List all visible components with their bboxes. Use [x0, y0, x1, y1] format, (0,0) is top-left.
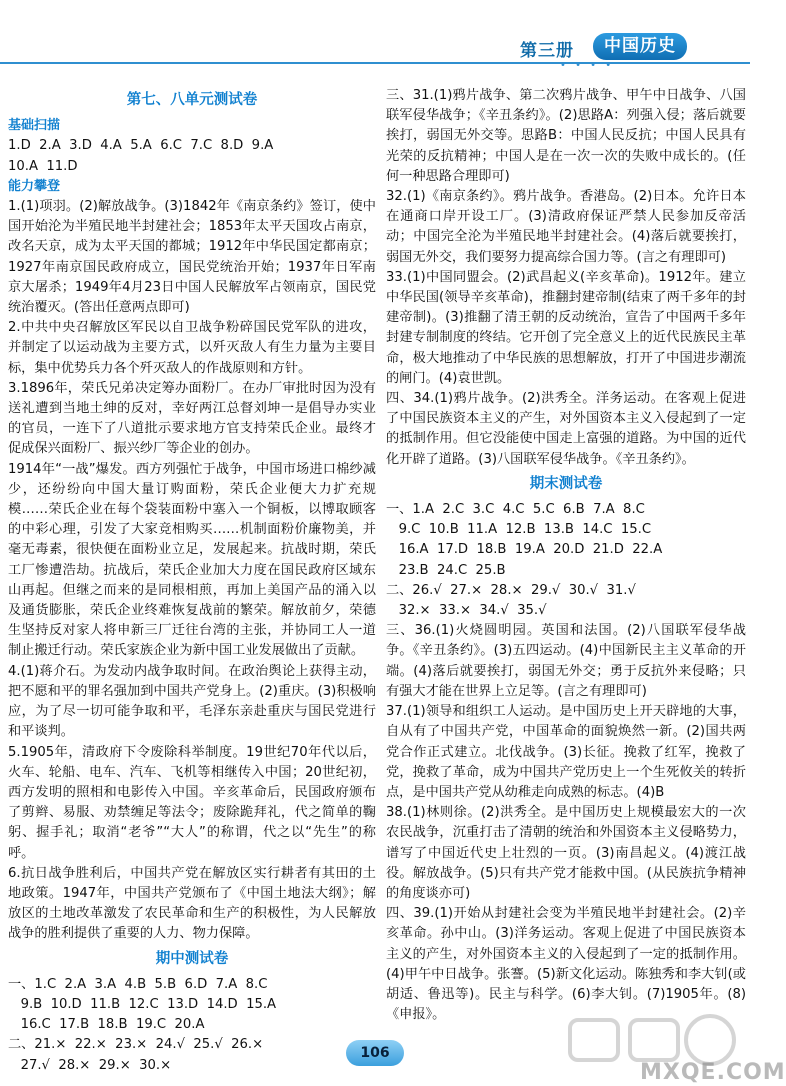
- answer-5: 5.1905年，清政府下令废除科举制度。19世纪70年代以后，火车、轮船、电车、汽车、飞机等相继传入中国；20世纪初，西方发明的照相和电影传入中国。辛亥革命后，民国政府颁布了剪辫、易服、劝禁缠足等法令；废除跪拜礼，代之简单的鞠躬、握手礼；取消“老爷”“大人”的称谓，代之以“先生”的称呼。: [8, 744, 376, 861]
- right-column: [386, 86, 746, 1025]
- midterm-answer-line: 一、1.C 2.A 3.A 4.B 5.B 6.D 7.A 8.C: [8, 976, 268, 992]
- answer-32: 32.(1)《南京条约》。鸦片战争。香港岛。(2)日本。允许日本在通商口岸开设工厂。(3)清政府保证严禁人民参加反帝活动；中国完全沦为半殖民地半封建社会。(4)落后就要挨打，弱国无外交，我们要努力提高综合国力等。(言之有理即可): [386, 189, 746, 265]
- final-answer-line: 16.A 17.D 18.B 19.A 20.D 21.D 22.A: [386, 542, 663, 558]
- midterm-answer-line: 16.C 17.B 18.B 19.C 20.A: [8, 1017, 205, 1033]
- midterm-answer-line: 9.B 10.D 11.B 12.C 13.D 14.D 15.A: [8, 996, 277, 1012]
- answer-38: 38.(1)林则徐。(2)洪秀全。是中国历史上规模最宏大的一次农民战争，沉重打击了清朝的统治和外国资本主义侵略势力，谱写了中国近代史上壮烈的一页。(3)南昌起义。(4)渡江战役。解放战争。(5)只有共产党才能救中国。(从民族抗争精神的角度谈亦可): [386, 805, 746, 901]
- answer-6: 6.抗日战争胜利后，中国共产党在解放区实行耕者有其田的土地政策。1947年，中国共产党颁布了《中国土地法大纲》；解放区的土地改革激发了农民革命和生产的积极性，为人民解放战争的胜利提供了重要的人力、物力保障。: [8, 865, 376, 942]
- midterm-answer-line: 27.√ 28.× 29.× 30.×: [8, 1057, 172, 1073]
- answer-1: 1.(1)项羽。(2)解放战争。(3)1842年《南京条约》签订，使中国开始沦为半殖民地半封建社会；1853年太平天国攻占南京，改名天京，成为太平天国的都城；1912年中华民国定都南京；1927年南京国民政府成立，国民党统治开始；1937年日军南京大屠杀；1949年4月23日中国人民解放军占领南京，国民党统治覆灭。(答出任意两点即可): [8, 199, 376, 316]
- answer-2: 2.中共中央召解放区军民以自卫战争粉碎国民党军队的进攻，并制定了以运动战为主要方式，以歼灭敌人有生力量为主要目标，集中优势兵力各个歼灭敌人的作战原则和方针。: [8, 320, 376, 376]
- answer-3a: 3.1896年，荣氏兄弟决定筹办面粉厂。在办厂审批时因为没有送礼遭到当地土绅的反对，幸好两江总督刘坤一是倡导办实业的官员，一连下了八道批示要求地方官支持荣氏企业。最终才促成保兴面粉厂、振兴纱厂等企业的创办。: [8, 380, 376, 457]
- final-exam-title: 期末测试卷: [529, 475, 603, 492]
- basic-answer-line: 10.A 11.D: [8, 158, 78, 174]
- midterm-answer-line: 二、21.× 22.× 23.× 24.√ 25.√ 26.×: [8, 1037, 264, 1053]
- ability-label: 能力攀登: [8, 178, 61, 194]
- basic-answer-line: 1.D 2.A 3.D 4.A 5.A 6.C 7.C 8.D 9.A: [8, 138, 274, 154]
- volume-label: 第三册: [520, 41, 574, 61]
- answer-3b: 1914年“一战”爆发。西方列强忙于战争，中国市场进口棉纱减少，还纷纷向中国大量订购面粉，荣氏企业便大力扩充规模……荣氏企业在每个袋装面粉中塞入一个铜板，以博取顾客的中彩心理，引发了大家竞相购买……机制面粉价廉物美，并毫无毒素，很快便在面粉业立足，发展起来。抗战时期，荣氏工厂惨遭浩劫。抗战后，荣氏企业加大力度在国民政府区域东山再起。但继之而来的是同根相煎，再加上美国产品的涌入以及通货膨胀，荣氏企业终难恢复战前的繁荣。解放前夕，荣德生坚持反对家人将申新三厂迁往台湾的主张，并协同工人一道制止搬迁行动。荣氏家族企业为新中国工业发展做出了贡献。: [8, 461, 376, 659]
- header-dots: • • • •: [560, 60, 615, 71]
- answer-36: 三、36.(1)火烧圆明园。英国和法国。(2)八国联军侵华战争。《辛丑条约》。(3)五四运动。(4)中国新民主主义革命的开端。(4)落后就要挨打，弱国无外交；勇于反抗外来侵略；只有强大才能在世界上立足等。(言之有理即可): [386, 623, 746, 699]
- page-header: [0, 0, 750, 72]
- basic-scan-label: 基础扫描: [8, 118, 61, 134]
- final-answer-line: 23.B 24.C 25.B: [386, 562, 506, 578]
- answer-37: 37.(1)领导和组织工人运动。是中国历史上开天辟地的大事，自从有了中国共产党，中国革命的面貌焕然一新。(2)国共两党合作正式建立。北伐战争。(3)长征。挽救了红军，挽救了党，挽救了革命，成为中国共产党历史上一个生死攸关的转折点，是中国共产党从幼稚走向成熟的标志。(4)B: [386, 704, 746, 800]
- answer-33: 33.(1)中国同盟会。(2)武昌起义(辛亥革命)。1912年。建立中华民国(领导辛亥革命)，推翻封建帝制(结束了两千多年的封建帝制)。(3)推翻了清王朝的反动统治，宣告了中国两千多年封建专制制度的终结。它开创了完全意义上的近代民族民主革命，极大地推动了中华民族的思想解放，打开了中国进步潮流的闸门。(4)袁世凯。: [386, 269, 746, 386]
- answer-39: 四、39.(1)开始从封建社会变为半殖民地半封建社会。(2)辛亥革命。孙中山。(3)洋务运动。客观上促进了中国民族资本主义的产生，对外国资本主义的入侵起到了一定的抵制作用。(4)甲午中日战争。张謇。(5)新文化运动。陈独秀和李大钊(或胡适、鲁迅等)。民主与科学。(6)李大钊。(7)1905年。(8)《申报》。: [386, 906, 746, 1023]
- final-answer-line: 一、1.A 2.C 3.C 4.C 5.C 6.B 7.A 8.C: [386, 502, 645, 518]
- unit-test-title: 第七、八单元测试卷: [126, 92, 258, 108]
- answer-31: 三、31.(1)鸦片战争、第二次鸦片战争、甲午中日战争、八国联军侵华战争；《辛丑条约》。(2)思路A：列强入侵；落后就要挨打，弱国无外交等。思路B：中国人民反抗；中国人民具有光荣的反抗精神；中国人是在一次一次的失败中成长的。(任何一种思路合理即可): [386, 88, 746, 184]
- midterm-title: 期中测试卷: [155, 950, 229, 967]
- watermark-text: MXQE.COM: [640, 1060, 786, 1085]
- answer-34: 四、34.(1)鸦片战争。(2)洪秀全。洋务运动。在客观上促进了中国民族资本主义的产生，对外国资本主义入侵起到了一定的抵制作用。但它没能使中国走上富强的道路。为中国的近代化开辟了道路。(3)八国联军侵华战争。《辛丑条约》。: [386, 391, 746, 467]
- final-answer-line: 9.C 10.B 11.A 12.B 13.B 14.C 15.C: [386, 522, 652, 538]
- subject-badge: 中国历史: [593, 33, 687, 60]
- final-answer-line: 32.× 33.× 34.√ 35.√: [386, 603, 547, 619]
- header-rule: [0, 62, 750, 64]
- left-column: [8, 86, 376, 1076]
- page-number: 106: [346, 1040, 404, 1066]
- final-answer-line: 二、26.√ 27.× 28.× 29.√ 30.√ 31.√: [386, 582, 636, 598]
- answer-4: 4.(1)蒋介石。为发动内战争取时间。在政治舆论上获得主动，把不愿和平的罪名强加到中国共产党身上。(2)重庆。(3)积极响应，为了尽一切可能争取和平，毛泽东亲赴重庆与国民党进行和平谈判。: [8, 663, 376, 740]
